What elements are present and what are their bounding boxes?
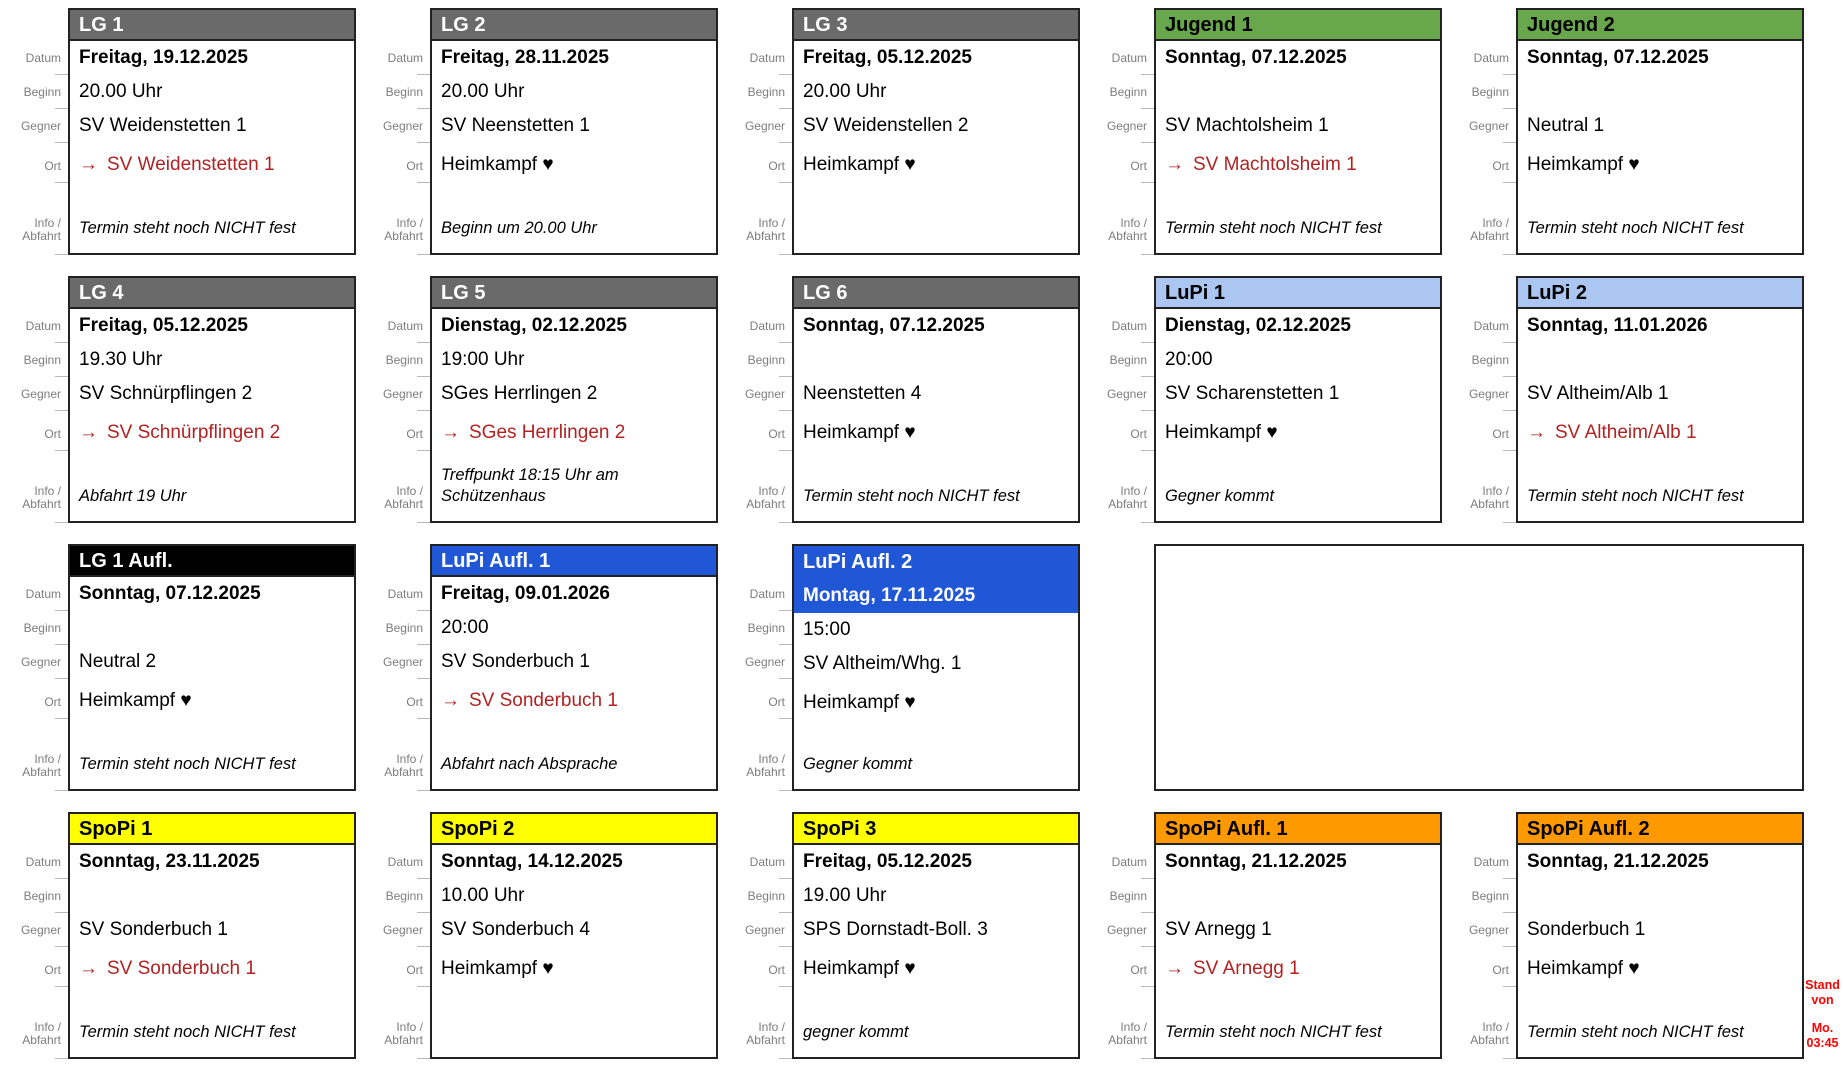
- row-label-gegner: Gegner: [1092, 377, 1154, 411]
- row-label-ort: Ort: [6, 411, 68, 451]
- row-label-gutter: [1454, 8, 1516, 255]
- card-info: gegner kommt: [803, 1023, 909, 1041]
- cell-lupi-2: [1454, 276, 1804, 523]
- card-time: 19.00 Uhr: [803, 885, 887, 906]
- row-label-ort: Ort: [368, 411, 430, 451]
- row-label-datum: Datum: [1454, 845, 1516, 879]
- card-title: LuPi Aufl. 1: [432, 546, 716, 577]
- row-label-beginn: Beginn: [6, 879, 68, 913]
- card-time: 20.00 Uhr: [803, 81, 887, 102]
- card-time: 20:00: [1165, 349, 1213, 370]
- card-time: 19.30 Uhr: [79, 349, 163, 370]
- cell-lg-5: [368, 276, 718, 523]
- cell-lg-4: [6, 276, 356, 523]
- row-label-info-abfahrt: Info / Abfahrt: [368, 1021, 430, 1059]
- row-label-info-abfahrt: Info / Abfahrt: [1092, 485, 1154, 523]
- row-label-datum: Datum: [6, 309, 68, 343]
- row-label-info-abfahrt: Info / Abfahrt: [6, 1021, 68, 1059]
- card-title: LG 1 Aufl.: [70, 546, 354, 577]
- row-label-ort: Ort: [730, 411, 792, 451]
- card-time: [1518, 879, 1802, 913]
- row-label-datum: Datum: [368, 309, 430, 343]
- match-card-lupi-aufl-1: [430, 544, 718, 791]
- card-opponent: SV Machtolsheim 1: [1165, 115, 1329, 136]
- heart-icon: ♥: [542, 154, 554, 175]
- card-opponent: SPS Dornstadt-Boll. 3: [803, 919, 988, 940]
- card-info: Abfahrt nach Absprache: [441, 755, 618, 773]
- row-label-info-abfahrt: Info / Abfahrt: [368, 217, 430, 255]
- row-label-beginn: Beginn: [368, 343, 430, 377]
- row-label-gegner: Gegner: [1454, 109, 1516, 143]
- cell-jugend-2: [1454, 8, 1804, 255]
- row-label-beginn: Beginn: [730, 879, 792, 913]
- away-arrow-icon: →: [79, 154, 98, 175]
- card-title: LG 4: [70, 278, 354, 309]
- row-label-datum: Datum: [730, 41, 792, 75]
- row-label-info-abfahrt: Info / Abfahrt: [1454, 485, 1516, 523]
- cell-lupi-aufl-1: [368, 544, 718, 791]
- card-time: 20.00 Uhr: [79, 81, 163, 102]
- row-label-gegner: Gegner: [1092, 913, 1154, 947]
- row-label-beginn: Beginn: [1092, 75, 1154, 109]
- row-label-gutter: [1092, 812, 1154, 1059]
- cell-jugend-1: [1092, 8, 1442, 255]
- card-location: Heimkampf ♥: [803, 958, 916, 979]
- row-label-info-abfahrt: Info / Abfahrt: [730, 485, 792, 523]
- row-label-gutter: [368, 544, 430, 791]
- card-time: 20:00: [441, 617, 489, 638]
- match-card-lupi-1: [1154, 276, 1442, 523]
- row-label-gegner: Gegner: [368, 109, 430, 143]
- card-location: → SV Arnegg 1: [1165, 958, 1300, 979]
- row-label-gegner: Gegner: [6, 377, 68, 411]
- row-label-gegner: Gegner: [368, 645, 430, 679]
- card-time: [70, 611, 354, 645]
- card-date: Sonntag, 07.12.2025: [803, 315, 985, 336]
- heart-icon: ♥: [904, 692, 916, 713]
- row-label-info-abfahrt: Info / Abfahrt: [6, 485, 68, 523]
- row-label-gegner: Gegner: [6, 913, 68, 947]
- card-title: LuPi 1: [1156, 278, 1440, 309]
- row-label-info-abfahrt: Info / Abfahrt: [1454, 1021, 1516, 1059]
- card-date: Sonntag, 21.12.2025: [1527, 851, 1709, 872]
- row-label-info-abfahrt: Info / Abfahrt: [730, 753, 792, 791]
- cell-lupi-1: [1092, 276, 1442, 523]
- row-label-beginn: Beginn: [1454, 343, 1516, 377]
- row-label-ort: Ort: [1092, 947, 1154, 987]
- stand-von-note: [1802, 978, 1843, 1051]
- card-info: Beginn um 20.00 Uhr: [441, 219, 597, 237]
- row-label-gegner: Gegner: [1454, 913, 1516, 947]
- card-title: SpoPi 3: [794, 814, 1078, 845]
- row-label-datum: Datum: [368, 845, 430, 879]
- card-location: Heimkampf ♥: [1165, 422, 1278, 443]
- row-label-ort: Ort: [368, 143, 430, 183]
- card-info: Treffpunkt 18:15 Uhr am Schützenhaus: [441, 466, 619, 505]
- match-card-lg-2: [430, 8, 718, 255]
- card-date: Sonntag, 14.12.2025: [441, 851, 623, 872]
- card-time: 15:00: [803, 619, 851, 640]
- row-label-datum: Datum: [1454, 309, 1516, 343]
- card-info: Termin steht noch NICHT fest: [1165, 1023, 1382, 1041]
- card-date: Freitag, 05.12.2025: [79, 315, 248, 336]
- match-card-spopi-1: [68, 812, 356, 1059]
- card-opponent: SV Altheim/Alb 1: [1527, 383, 1669, 404]
- row-label-datum: Datum: [6, 41, 68, 75]
- card-location: → SV Schnürpflingen 2: [79, 422, 281, 443]
- row-label-gegner: Gegner: [730, 109, 792, 143]
- cell-lg-2: [368, 8, 718, 255]
- card-opponent: SV Sonderbuch 4: [441, 919, 590, 940]
- match-card-spopi-2: [430, 812, 718, 1059]
- card-info: [432, 1043, 716, 1057]
- row-label-beginn: Beginn: [368, 611, 430, 645]
- match-card-lg-1-aufl: [68, 544, 356, 791]
- row-label-gutter: [368, 812, 430, 1059]
- card-date: Dienstag, 02.12.2025: [441, 315, 627, 336]
- row-label-info-abfahrt: Info / Abfahrt: [6, 217, 68, 255]
- card-date: Sonntag, 23.11.2025: [79, 851, 260, 872]
- card-info: Termin steht noch NICHT fest: [79, 1023, 296, 1041]
- row-label-beginn: Beginn: [730, 75, 792, 109]
- card-opponent: Neenstetten 4: [803, 383, 922, 404]
- row-label-beginn: Beginn: [1092, 879, 1154, 913]
- card-opponent: SV Arnegg 1: [1165, 919, 1272, 940]
- row-label-info-abfahrt: Info / Abfahrt: [1454, 217, 1516, 255]
- card-time: 19:00 Uhr: [441, 349, 525, 370]
- cell-spopi-aufl-2: [1454, 812, 1804, 1059]
- row-label-gutter: [1454, 812, 1516, 1059]
- card-date: Freitag, 05.12.2025: [803, 47, 972, 68]
- heart-icon: ♥: [904, 154, 916, 175]
- card-date: Dienstag, 02.12.2025: [1165, 315, 1351, 336]
- card-opponent: Neutral 2: [79, 651, 157, 672]
- row-label-gutter: [730, 8, 792, 255]
- card-location: Heimkampf ♥: [1527, 958, 1640, 979]
- card-title: Jugend 1: [1156, 10, 1440, 41]
- row-label-gegner: Gegner: [1092, 109, 1154, 143]
- match-card-lg-1: [68, 8, 356, 255]
- card-title: SpoPi 2: [432, 814, 716, 845]
- card-date: Freitag, 05.12.2025: [803, 851, 972, 872]
- row-label-info-abfahrt: Info / Abfahrt: [6, 753, 68, 791]
- row-label-gegner: Gegner: [730, 377, 792, 411]
- card-location: Heimkampf ♥: [803, 692, 916, 713]
- row-label-info-abfahrt: Info / Abfahrt: [730, 217, 792, 255]
- row-label-ort: Ort: [1092, 143, 1154, 183]
- card-location: Heimkampf ♥: [441, 154, 554, 175]
- row-label-ort: Ort: [1454, 947, 1516, 987]
- row-label-beginn: Beginn: [6, 343, 68, 377]
- row-label-datum: Datum: [368, 41, 430, 75]
- row-label-gutter: [730, 812, 792, 1059]
- card-location: Heimkampf ♥: [441, 958, 554, 979]
- row-label-beginn: Beginn: [730, 343, 792, 377]
- row-label-gutter: [6, 8, 68, 255]
- card-opponent: SV Altheim/Whg. 1: [803, 653, 962, 674]
- row-label-info-abfahrt: Info / Abfahrt: [1092, 217, 1154, 255]
- card-location: → SV Machtolsheim 1: [1165, 154, 1357, 175]
- match-card-lg-3: [792, 8, 1080, 255]
- row-label-beginn: Beginn: [6, 611, 68, 645]
- card-opponent: SV Weidenstellen 2: [803, 115, 969, 136]
- heart-icon: ♥: [1628, 154, 1640, 175]
- row-label-ort: Ort: [368, 947, 430, 987]
- row-label-beginn: Beginn: [368, 75, 430, 109]
- row-label-datum: Datum: [730, 845, 792, 879]
- row-label-info-abfahrt: Info / Abfahrt: [368, 753, 430, 791]
- row-label-info-abfahrt: Info / Abfahrt: [368, 485, 430, 523]
- row-label-beginn: Beginn: [1454, 879, 1516, 913]
- away-arrow-icon: →: [79, 958, 98, 979]
- away-arrow-icon: →: [441, 422, 460, 443]
- row-label-datum: Datum: [6, 845, 68, 879]
- row-label-beginn: Beginn: [1454, 75, 1516, 109]
- cell-spopi-1: [6, 812, 356, 1059]
- card-time: 10.00 Uhr: [441, 885, 525, 906]
- card-info: Termin steht noch NICHT fest: [1527, 487, 1744, 505]
- row-label-gutter: [730, 276, 792, 523]
- empty-card-placeholder: [1154, 544, 1804, 791]
- card-location: → SV Sonderbuch 1: [79, 958, 256, 979]
- card-info: Termin steht noch NICHT fest: [1165, 219, 1382, 237]
- card-opponent: Sonderbuch 1: [1527, 919, 1646, 940]
- row-label-beginn: Beginn: [6, 75, 68, 109]
- card-info: Termin steht noch NICHT fest: [803, 487, 1020, 505]
- card-info: Abfahrt 19 Uhr: [79, 487, 187, 505]
- row-label-ort: Ort: [6, 143, 68, 183]
- card-date: Sonntag, 11.01.2026: [1527, 315, 1708, 336]
- card-title: SpoPi 1: [70, 814, 354, 845]
- card-location: → SV Weidenstetten 1: [79, 154, 275, 175]
- card-time: [1518, 343, 1802, 377]
- row-label-gutter: [1454, 276, 1516, 523]
- card-location: → SV Altheim/Alb 1: [1527, 422, 1697, 443]
- row-label-datum: Datum: [1092, 845, 1154, 879]
- card-location: Heimkampf ♥: [1527, 154, 1640, 175]
- card-opponent: SV Scharenstetten 1: [1165, 383, 1340, 404]
- match-card-spopi-aufl-2: [1516, 812, 1804, 1059]
- card-title: LuPi Aufl. 2: [794, 546, 1078, 579]
- cell-spopi-3: [730, 812, 1080, 1059]
- cell-lupi-aufl-2: [730, 544, 1080, 791]
- away-arrow-icon: →: [1527, 422, 1546, 443]
- row-label-ort: Ort: [730, 143, 792, 183]
- row-label-beginn: Beginn: [730, 611, 792, 645]
- card-time: [1156, 75, 1440, 109]
- row-label-ort: Ort: [6, 679, 68, 719]
- row-label-gegner: Gegner: [730, 645, 792, 679]
- row-label-datum: Datum: [1454, 41, 1516, 75]
- row-label-gegner: Gegner: [6, 109, 68, 143]
- card-opponent: SV Sonderbuch 1: [79, 919, 228, 940]
- card-date: Freitag, 09.01.2026: [441, 583, 610, 604]
- card-info: Termin steht noch NICHT fest: [79, 755, 296, 773]
- match-card-lg-6: [792, 276, 1080, 523]
- card-date: Sonntag, 21.12.2025: [1165, 851, 1347, 872]
- card-location: → SGes Herrlingen 2: [441, 422, 626, 443]
- stand-von-day: Mo.: [1811, 1021, 1834, 1035]
- row-label-gutter: [6, 544, 68, 791]
- heart-icon: ♥: [542, 958, 554, 979]
- row-label-datum: Datum: [730, 577, 792, 611]
- card-title: SpoPi Aufl. 1: [1156, 814, 1440, 845]
- card-time: [794, 343, 1078, 377]
- heart-icon: ♥: [1628, 958, 1640, 979]
- row-label-gutter: [1092, 276, 1154, 523]
- cell-empty: [1092, 544, 1804, 791]
- row-label-gutter: [1092, 8, 1154, 255]
- card-opponent: SV Schnürpflingen 2: [79, 383, 253, 404]
- row-label-info-abfahrt: Info / Abfahrt: [1092, 1021, 1154, 1059]
- row-label-ort: Ort: [730, 679, 792, 719]
- row-label-gegner: Gegner: [368, 913, 430, 947]
- row-label-ort: Ort: [368, 679, 430, 719]
- stand-von-time: 03:45: [1806, 1036, 1839, 1050]
- match-card-lupi-aufl-2: [792, 544, 1080, 791]
- match-card-jugend-2: [1516, 8, 1804, 255]
- card-date: Freitag, 28.11.2025: [441, 47, 609, 68]
- card-time: [1518, 75, 1802, 109]
- heart-icon: ♥: [904, 958, 916, 979]
- row-label-datum: Datum: [368, 577, 430, 611]
- row-label-beginn: Beginn: [1092, 343, 1154, 377]
- row-label-gutter: [368, 8, 430, 255]
- cell-lg-6: [730, 276, 1080, 523]
- card-date: Sonntag, 07.12.2025: [79, 583, 261, 604]
- match-card-lg-5: [430, 276, 718, 523]
- card-title: LG 2: [432, 10, 716, 41]
- away-arrow-icon: →: [1165, 958, 1184, 979]
- row-label-info-abfahrt: Info / Abfahrt: [730, 1021, 792, 1059]
- row-label-datum: Datum: [1092, 41, 1154, 75]
- row-label-ort: Ort: [730, 947, 792, 987]
- card-location: Heimkampf ♥: [803, 422, 916, 443]
- row-label-gutter: [6, 812, 68, 1059]
- away-arrow-icon: →: [441, 690, 460, 711]
- away-arrow-icon: →: [1165, 154, 1184, 175]
- cell-spopi-aufl-1: [1092, 812, 1442, 1059]
- card-time: [70, 879, 354, 913]
- card-opponent: SV Neenstetten 1: [441, 115, 590, 136]
- card-title: Jugend 2: [1518, 10, 1802, 41]
- heart-icon: ♥: [904, 422, 916, 443]
- card-location: → SV Sonderbuch 1: [441, 690, 618, 711]
- row-label-gegner: Gegner: [1454, 377, 1516, 411]
- card-opponent: SV Sonderbuch 1: [441, 651, 590, 672]
- match-card-spopi-aufl-1: [1154, 812, 1442, 1059]
- row-label-datum: Datum: [6, 577, 68, 611]
- card-title: LuPi 2: [1518, 278, 1802, 309]
- row-label-ort: Ort: [1454, 411, 1516, 451]
- match-card-spopi-3: [792, 812, 1080, 1059]
- card-opponent: SV Weidenstetten 1: [79, 115, 247, 136]
- stand-von-line: Stand von: [1805, 978, 1840, 1007]
- cell-lg-1-aufl: [6, 544, 356, 791]
- card-date: Sonntag, 07.12.2025: [1165, 47, 1347, 68]
- row-label-gegner: Gegner: [730, 913, 792, 947]
- heart-icon: ♥: [1266, 422, 1278, 443]
- match-card-lg-4: [68, 276, 356, 523]
- card-location: Heimkampf ♥: [803, 154, 916, 175]
- away-arrow-icon: →: [79, 422, 98, 443]
- card-opponent: Neutral 1: [1527, 115, 1605, 136]
- card-location: Heimkampf ♥: [79, 690, 192, 711]
- card-title: LG 1: [70, 10, 354, 41]
- card-date: Montag, 17.11.2025: [794, 579, 1078, 613]
- card-info: Termin steht noch NICHT fest: [1527, 219, 1744, 237]
- card-info: Gegner kommt: [803, 755, 913, 773]
- card-title: LG 5: [432, 278, 716, 309]
- row-label-gegner: Gegner: [6, 645, 68, 679]
- heart-icon: ♥: [180, 690, 192, 711]
- row-label-ort: Ort: [1454, 143, 1516, 183]
- card-info: Termin steht noch NICHT fest: [79, 219, 296, 237]
- cell-lg-3: [730, 8, 1080, 255]
- row-label-gutter: [730, 544, 792, 791]
- card-date: Freitag, 19.12.2025: [79, 47, 248, 68]
- match-card-jugend-1: [1154, 8, 1442, 255]
- card-info: Gegner kommt: [1165, 487, 1275, 505]
- cell-lg-1: [6, 8, 356, 255]
- card-title: LG 3: [794, 10, 1078, 41]
- card-info: [794, 239, 1078, 253]
- row-label-ort: Ort: [1092, 411, 1154, 451]
- row-label-gutter: [6, 276, 68, 523]
- match-card-lupi-2: [1516, 276, 1804, 523]
- card-title: LG 6: [794, 278, 1078, 309]
- row-label-datum: Datum: [730, 309, 792, 343]
- row-label-beginn: Beginn: [368, 879, 430, 913]
- card-time: 20.00 Uhr: [441, 81, 525, 102]
- card-time: [1156, 879, 1440, 913]
- card-date: Sonntag, 07.12.2025: [1527, 47, 1709, 68]
- card-info: Termin steht noch NICHT fest: [1527, 1023, 1744, 1041]
- row-label-gutter: [368, 276, 430, 523]
- card-opponent: SGes Herrlingen 2: [441, 383, 598, 404]
- row-label-gegner: Gegner: [368, 377, 430, 411]
- row-label-datum: Datum: [1092, 309, 1154, 343]
- card-title: SpoPi Aufl. 2: [1518, 814, 1802, 845]
- row-label-ort: Ort: [6, 947, 68, 987]
- cell-spopi-2: [368, 812, 718, 1059]
